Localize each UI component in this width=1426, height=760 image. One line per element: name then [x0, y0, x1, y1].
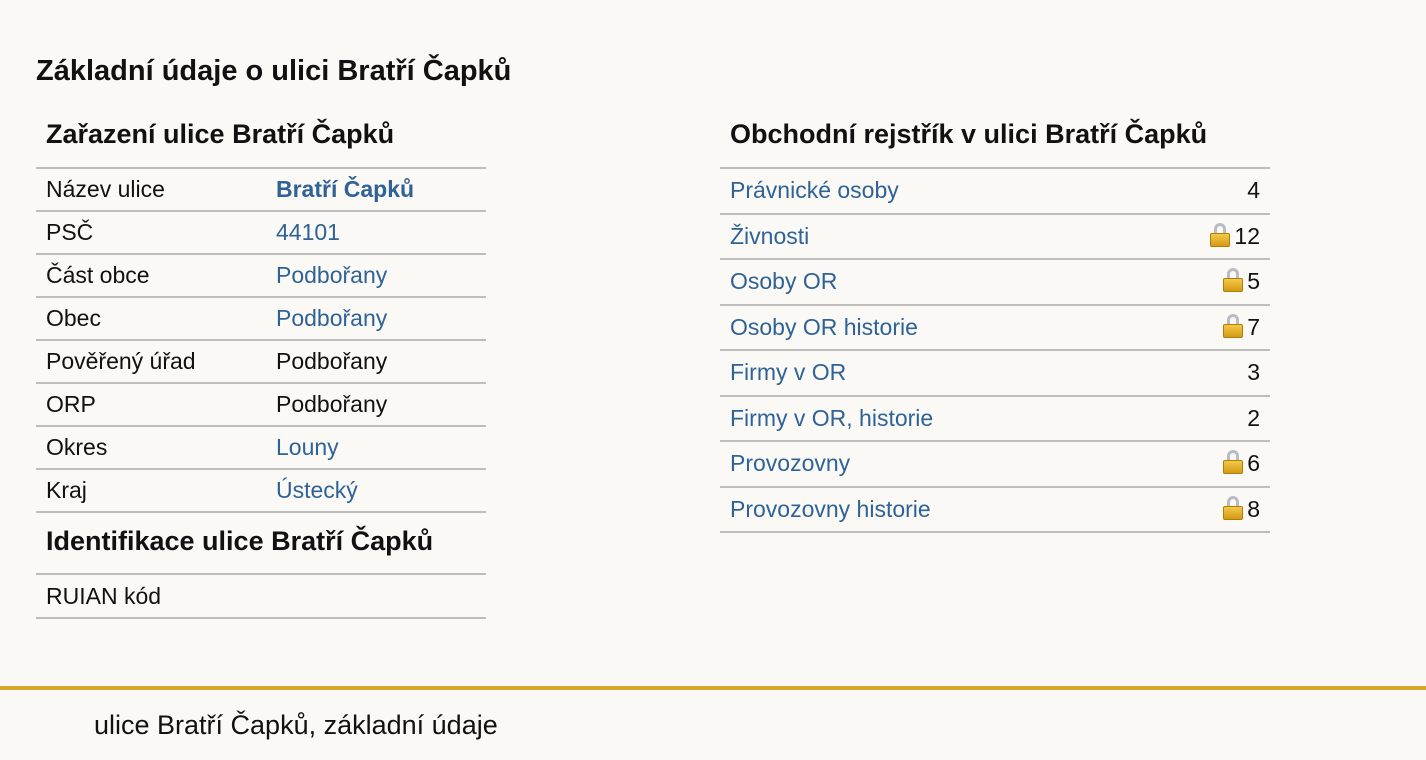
- orp-value: Podbořany: [266, 383, 486, 426]
- region-label: Kraj: [36, 469, 266, 512]
- footer-text: ulice Bratří Čapků, základní údaje: [94, 710, 498, 740]
- companies-or-history-link[interactable]: Firmy v OR, historie: [730, 404, 934, 431]
- page-title: Základní údaje o ulici Bratří Čapků: [36, 55, 512, 87]
- postal-code-link[interactable]: 44101: [276, 219, 340, 245]
- table-row: [36, 169, 486, 211]
- companies-or-history-count: 2: [1247, 404, 1260, 431]
- footer-divider: [0, 686, 1426, 690]
- district-label: Okres: [36, 426, 266, 469]
- table-row: [720, 214, 1270, 260]
- municipality-label: Obec: [36, 297, 266, 340]
- establishments-count: 6: [1247, 450, 1260, 477]
- ruian-code-value: [266, 575, 486, 618]
- table-row: [36, 469, 486, 512]
- district-link[interactable]: Louny: [276, 434, 339, 460]
- table-row: [36, 254, 486, 297]
- street-name-link[interactable]: Bratří Čapků: [276, 176, 415, 202]
- ruian-code-label: RUIAN kód: [36, 575, 266, 618]
- table-row: [36, 383, 486, 426]
- persons-or-link[interactable]: Osoby OR: [730, 268, 838, 295]
- legal-entities-link[interactable]: Právnické osoby: [730, 177, 899, 204]
- establishments-history-count: 8: [1247, 495, 1260, 522]
- classification-table: [36, 169, 486, 513]
- table-row: [720, 169, 1270, 214]
- establishments-link[interactable]: Provozovny: [730, 450, 851, 477]
- lock-icon: [1210, 223, 1230, 247]
- table-row: [720, 487, 1270, 533]
- trade-licenses-link[interactable]: Živnosti: [730, 222, 810, 249]
- region-link[interactable]: Ústecký: [276, 477, 358, 503]
- companies-or-link[interactable]: Firmy v OR: [730, 359, 847, 386]
- table-row: [36, 340, 486, 383]
- identification-heading: Identifikace ulice Bratří Čapků: [36, 513, 486, 575]
- registry-heading: Obchodní rejstřík v ulici Bratří Čapků: [720, 115, 1270, 169]
- municipality-part-link[interactable]: Podbořany: [276, 262, 388, 288]
- lock-icon: [1223, 496, 1243, 520]
- municipality-part-label: Část obce: [36, 254, 266, 297]
- authorized-office-label: Pověřený úřad: [36, 340, 266, 383]
- table-row: [720, 259, 1270, 305]
- street-info-column: [36, 115, 486, 619]
- postal-code-label: PSČ: [36, 211, 266, 254]
- registry-table: [720, 169, 1270, 533]
- lock-icon: [1223, 268, 1243, 292]
- authorized-office-value: Podbořany: [266, 340, 486, 383]
- table-row: [720, 305, 1270, 351]
- identification-table: [36, 575, 486, 619]
- lock-icon: [1223, 450, 1243, 474]
- establishments-history-link[interactable]: Provozovny historie: [730, 495, 931, 522]
- street-name-label: Název ulice: [36, 169, 266, 211]
- persons-or-history-link[interactable]: Osoby OR historie: [730, 313, 918, 340]
- table-row: [36, 211, 486, 254]
- table-row: [36, 575, 486, 618]
- municipality-link[interactable]: Podbořany: [276, 305, 388, 331]
- registry-column: [720, 115, 1270, 533]
- legal-entities-count: 4: [1247, 177, 1260, 204]
- table-row: [720, 396, 1270, 442]
- persons-or-history-count: 7: [1247, 313, 1260, 340]
- table-row: [36, 426, 486, 469]
- classification-heading: Zařazení ulice Bratří Čapků: [36, 115, 486, 169]
- table-row: [720, 441, 1270, 487]
- persons-or-count: 5: [1247, 268, 1260, 295]
- table-row: [36, 297, 486, 340]
- trade-licenses-count: 12: [1234, 222, 1260, 249]
- lock-icon: [1223, 314, 1243, 338]
- table-row: [720, 350, 1270, 396]
- orp-label: ORP: [36, 383, 266, 426]
- companies-or-count: 3: [1247, 359, 1260, 386]
